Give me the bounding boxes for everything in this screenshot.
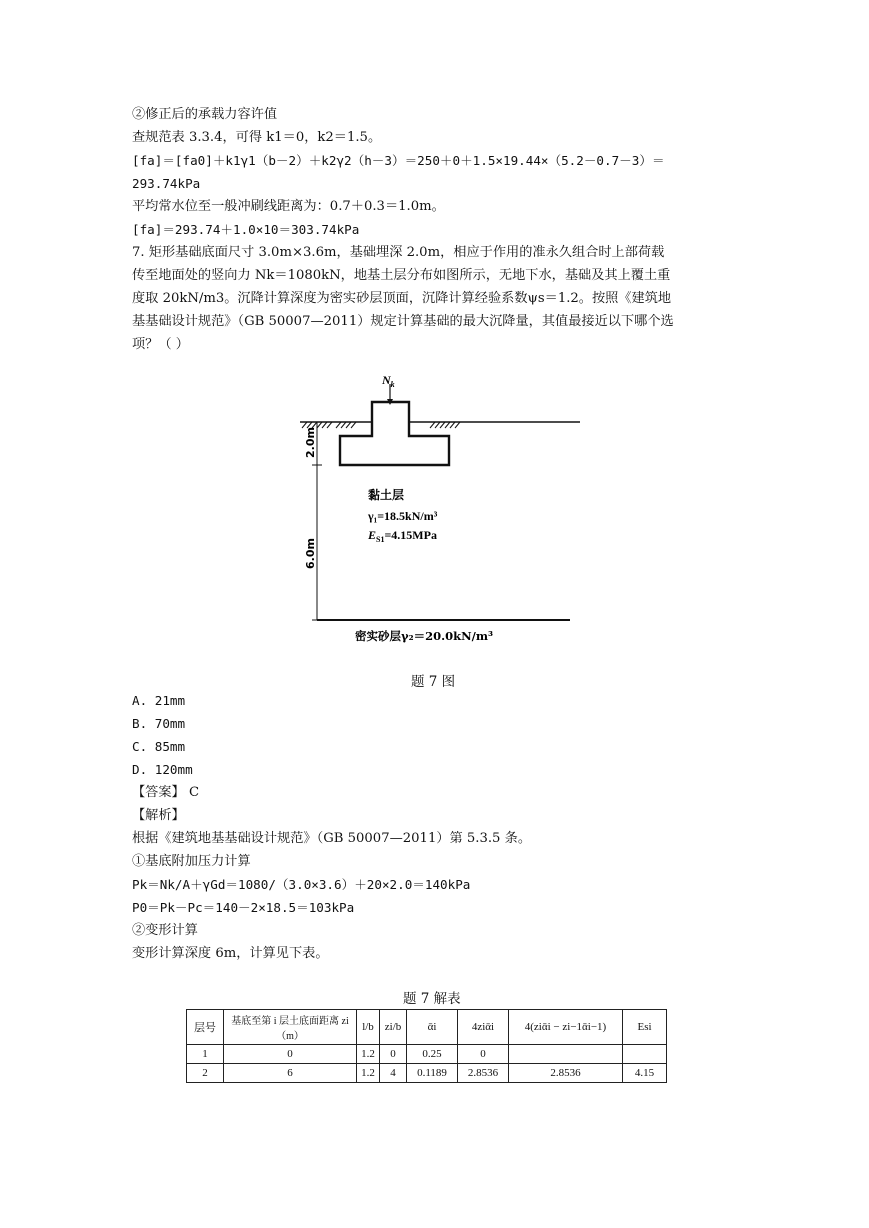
analysis-heading: 【解析】 [132, 808, 185, 823]
table-caption: 题 7 解表 [403, 991, 461, 1007]
foundation-outline [340, 402, 449, 465]
solution-line: ①基底附加压力计算 [132, 854, 251, 869]
question-line: 基基础设计规范》（GB 50007—2011）规定计算基础的最大沉降量，其值最接近以下哪个选 [132, 314, 674, 329]
solution-line: 变形计算深度 6m，计算见下表。 [132, 946, 329, 961]
solution-line: ②变形计算 [132, 923, 198, 938]
table-cell: 2.8536 [509, 1064, 623, 1083]
table-header-row [187, 1010, 667, 1045]
table-header: 基底至第 i 层土底面距离 zi（m） [224, 1010, 357, 1045]
layer-thickness-label: 6.0m [304, 538, 317, 569]
text-line: ②修正后的承载力容许值 [132, 107, 278, 122]
table-row [187, 1064, 667, 1083]
foundation-diagram [295, 372, 585, 652]
table-cell: 1.2 [357, 1064, 380, 1083]
text-line: 查规范表 3.3.4，可得 k1＝0，k2＝1.5。 [132, 130, 382, 145]
depth-dimension-label: 2.0m [304, 427, 317, 458]
figure-caption: 题 7 图 [411, 674, 456, 690]
table-header: zi/b [380, 1010, 407, 1045]
table-header: 层号 [187, 1010, 224, 1045]
table-cell: 4.15 [623, 1064, 667, 1083]
table-header: Esi [623, 1010, 667, 1045]
ground-hatch-right [430, 422, 460, 428]
table-header: ᾱi [407, 1010, 458, 1045]
table-header: 4(ziᾱi − zi−1ᾱi−1) [509, 1010, 623, 1045]
formula-line: [fa]＝[fa0]＋k1γ1（b－2）＋k2γ2（h－3）＝250＋0＋1.5×19.44×（5.2－0.7－3）＝ [132, 153, 665, 168]
question-line: 传至地面处的竖向力 Nk＝1080kN，地基土层分布如图所示，无地下水，基础及其上覆土重 [132, 268, 671, 283]
option-d: D. 120mm [132, 762, 193, 777]
table-cell: 1 [187, 1045, 224, 1064]
load-label: $N_k$ [382, 373, 395, 389]
text-line: 平均常水位至一般冲刷线距离为：0.7＋0.3＝1.0m。 [132, 199, 445, 214]
table-cell: 1.2 [357, 1045, 380, 1064]
table-cell: 4 [380, 1064, 407, 1083]
formula-line: Pk＝Nk/A＋γGd＝1080/（3.0×3.6）＋20×2.0＝140kPa [132, 877, 471, 892]
sand-layer-label: 密实砂层γ₂＝20.0kN/m³ [355, 629, 494, 643]
gamma1-label: γ₁=18.5kN/m³ [368, 509, 438, 523]
table-cell: 6 [224, 1064, 357, 1083]
table-header: l/b [357, 1010, 380, 1045]
table-cell: 0 [458, 1045, 509, 1064]
option-b: B. 70mm [132, 716, 186, 731]
layer-name: 黏土层 [368, 488, 405, 502]
option-c: C. 85mm [132, 739, 186, 754]
table-cell: 2.8536 [458, 1064, 509, 1083]
table-cell: 0.1189 [407, 1064, 458, 1083]
settlement-table [186, 1009, 667, 1083]
question-line: 项？（ ） [132, 337, 189, 352]
table-row [187, 1045, 667, 1064]
formula-line: 293.74kPa [132, 176, 201, 191]
table-cell: 0.25 [407, 1045, 458, 1064]
table-cell: 0 [224, 1045, 357, 1064]
formula-line: [fa]＝293.74＋1.0×10＝303.74kPa [132, 222, 360, 237]
question-line: 7. 矩形基础底面尺寸 3.0m×3.6m，基础埋深 2.0m，相应于作用的准永久组合时上部荷载 [132, 245, 665, 260]
table-header: 4ziᾱi [458, 1010, 509, 1045]
option-a: A. 21mm [132, 693, 186, 708]
formula-line: P0＝Pk－Pc＝140－2×18.5＝103kPa [132, 900, 355, 915]
answer-line: 【答案】 C [132, 785, 200, 800]
es1-label: $E_{S1}=4.15MPa$ [368, 528, 437, 544]
question-line: 度取 20kN/m3。沉降计算深度为密实砂层顶面，沉降计算经验系数ψs＝1.2。按照《建筑地 [132, 291, 672, 306]
table-cell [509, 1045, 623, 1064]
table-cell: 2 [187, 1064, 224, 1083]
table-cell [623, 1045, 667, 1064]
table-cell: 0 [380, 1045, 407, 1064]
solution-line: 根据《建筑地基基础设计规范》（GB 50007—2011）第 5.3.5 条。 [132, 831, 532, 846]
